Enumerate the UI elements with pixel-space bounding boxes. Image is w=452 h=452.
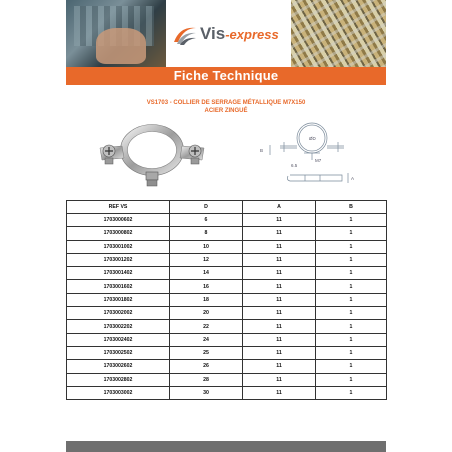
- swoosh-icon: [172, 22, 198, 46]
- table-row: [67, 293, 387, 306]
- table-row: [67, 280, 387, 293]
- clamp-product-image: [92, 118, 212, 196]
- header-a: A: [243, 201, 316, 214]
- table-row: [67, 253, 387, 266]
- cell-ref: 1703003002: [67, 386, 170, 399]
- cell-d: 8: [170, 227, 243, 240]
- cell-d: 20: [170, 307, 243, 320]
- cell-b: 1: [316, 307, 387, 320]
- table-row: [67, 240, 387, 253]
- cell-a: 11: [243, 307, 316, 320]
- table-row: [67, 320, 387, 333]
- cell-b: 1: [316, 253, 387, 266]
- cell-b: 1: [316, 280, 387, 293]
- cell-ref: 1703001202: [67, 253, 170, 266]
- cell-ref: 1703002802: [67, 373, 170, 386]
- table-row: [67, 333, 387, 346]
- cell-ref: 1703002002: [67, 307, 170, 320]
- cell-b: 1: [316, 214, 387, 227]
- header-ref: REF VS: [67, 201, 170, 214]
- cell-a: 11: [243, 360, 316, 373]
- cell-b: 1: [316, 360, 387, 373]
- diagram-label-diameter: ØD: [309, 136, 316, 141]
- brand-name-main: Vis: [200, 24, 226, 43]
- cell-b: 1: [316, 373, 387, 386]
- cell-a: 11: [243, 386, 316, 399]
- cell-b: 1: [316, 386, 387, 399]
- header-b: B: [316, 201, 387, 214]
- cell-d: 18: [170, 293, 243, 306]
- table-row: [67, 346, 387, 359]
- diagram-label-b: B: [260, 148, 264, 153]
- table-row: [67, 214, 387, 227]
- cell-ref: 1703002502: [67, 346, 170, 359]
- title-banner: [66, 67, 386, 85]
- table-row: [67, 360, 387, 373]
- cell-b: 1: [316, 333, 387, 346]
- cell-d: 10: [170, 240, 243, 253]
- table-row: [67, 373, 387, 386]
- cell-ref: 1703000602: [67, 214, 170, 227]
- diagram-label-a: A: [351, 176, 355, 181]
- brand-name-accent: -express: [225, 27, 279, 42]
- cell-d: 25: [170, 346, 243, 359]
- header-d: D: [170, 201, 243, 214]
- table-row: [67, 386, 387, 399]
- cell-b: 1: [316, 240, 387, 253]
- cell-d: 30: [170, 386, 243, 399]
- banner-title: Fiche Technique: [173, 68, 279, 83]
- workshop-photo: [66, 0, 166, 67]
- cell-ref: 1703001602: [67, 280, 170, 293]
- cell-ref: 1703001402: [67, 267, 170, 280]
- screws-photo: [291, 0, 386, 67]
- table-header-row: [67, 201, 387, 214]
- diagram-label-thread: M7: [315, 158, 322, 163]
- cell-a: 11: [243, 267, 316, 280]
- cell-ref: 1703001002: [67, 240, 170, 253]
- cell-a: 11: [243, 373, 316, 386]
- cell-a: 11: [243, 240, 316, 253]
- cell-b: 1: [316, 293, 387, 306]
- cell-d: 28: [170, 373, 243, 386]
- cell-ref: 1703000802: [67, 227, 170, 240]
- table-row: [67, 267, 387, 280]
- cell-a: 11: [243, 333, 316, 346]
- cell-d: 24: [170, 333, 243, 346]
- cell-a: 11: [243, 214, 316, 227]
- brand-logo: [172, 20, 292, 50]
- product-material: ACIER ZINGUÉ: [204, 108, 248, 114]
- spec-table: [66, 200, 387, 400]
- cell-d: 14: [170, 267, 243, 280]
- cell-ref: 1703002202: [67, 320, 170, 333]
- cell-ref: 1703002402: [67, 333, 170, 346]
- cell-a: 11: [243, 280, 316, 293]
- footer-bar: [66, 441, 386, 452]
- cell-b: 1: [316, 320, 387, 333]
- cell-a: 11: [243, 346, 316, 359]
- cell-a: 11: [243, 320, 316, 333]
- brand-name: [200, 24, 279, 44]
- cell-b: 1: [316, 267, 387, 280]
- cell-d: 26: [170, 360, 243, 373]
- cell-a: 11: [243, 293, 316, 306]
- technical-drawing: [250, 118, 360, 198]
- cell-b: 1: [316, 346, 387, 359]
- cell-d: 16: [170, 280, 243, 293]
- diagram-label-width: 6.5: [291, 163, 298, 168]
- table-row: [67, 307, 387, 320]
- cell-b: 1: [316, 227, 387, 240]
- cell-d: 22: [170, 320, 243, 333]
- cell-a: 11: [243, 227, 316, 240]
- cell-d: 6: [170, 214, 243, 227]
- product-title: VS1703 - COLLIER DE SERRAGE MÉTALLIQUE M7X150: [146, 100, 306, 106]
- cell-ref: 1703001802: [67, 293, 170, 306]
- cell-ref: 1703002602: [67, 360, 170, 373]
- cell-d: 12: [170, 253, 243, 266]
- table-row: [67, 227, 387, 240]
- cell-a: 11: [243, 253, 316, 266]
